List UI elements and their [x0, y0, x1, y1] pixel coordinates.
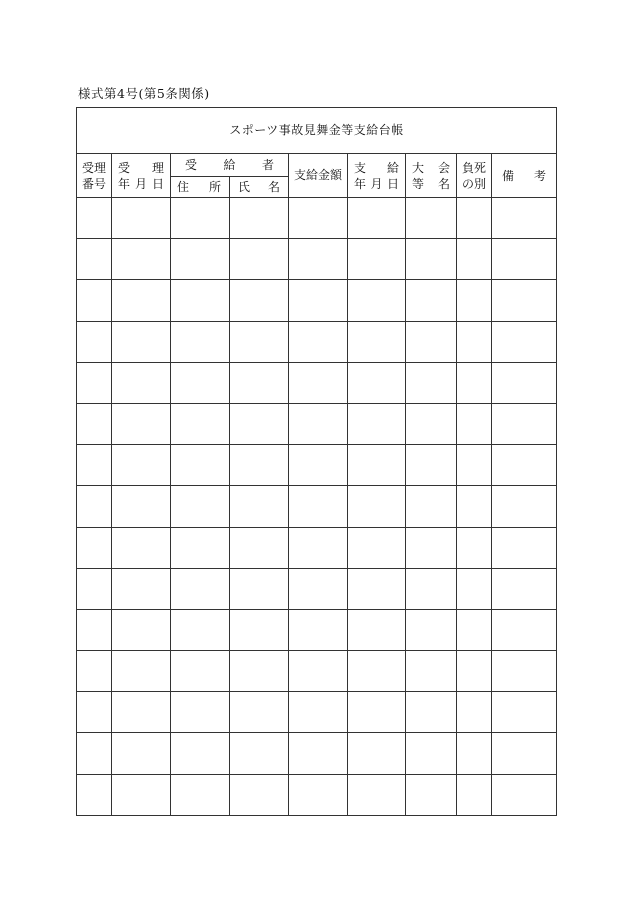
cell-event-name — [406, 568, 457, 609]
table-row — [77, 568, 557, 609]
cell-payment-amount — [289, 527, 348, 568]
cell-name — [230, 198, 289, 239]
cell-receipt-date — [112, 280, 171, 321]
cell-injury-death — [457, 239, 492, 280]
header-receipt-number — [77, 154, 112, 198]
cell-address — [171, 609, 230, 650]
cell-payment-amount — [289, 486, 348, 527]
cell-injury-death — [457, 198, 492, 239]
cell-injury-death — [457, 692, 492, 733]
cell-address — [171, 362, 230, 403]
cell-payment-date — [348, 280, 406, 321]
cell-name — [230, 692, 289, 733]
cell-payment-date — [348, 362, 406, 403]
cell-receipt-number — [77, 198, 112, 239]
table-row — [77, 733, 557, 774]
table-row — [77, 403, 557, 444]
cell-payment-amount — [289, 362, 348, 403]
header-remarks-char1: 備 — [502, 168, 515, 183]
cell-receipt-date — [112, 527, 171, 568]
cell-payment-amount — [289, 774, 348, 815]
cell-receipt-date — [112, 198, 171, 239]
cell-injury-death — [457, 445, 492, 486]
header-remarks-char2: 考 — [534, 168, 547, 183]
cell-event-name — [406, 280, 457, 321]
header-address-char1: 住 — [177, 180, 190, 194]
cell-name — [230, 239, 289, 280]
cell-name — [230, 362, 289, 403]
cell-receipt-date — [112, 568, 171, 609]
cell-injury-death — [457, 651, 492, 692]
cell-receipt-date — [112, 321, 171, 362]
cell-event-name — [406, 609, 457, 650]
cell-injury-death — [457, 609, 492, 650]
cell-payment-amount — [289, 445, 348, 486]
table-row — [77, 362, 557, 403]
cell-address — [171, 239, 230, 280]
header-payment-date — [348, 154, 406, 198]
cell-address — [171, 568, 230, 609]
cell-payment-date — [348, 403, 406, 444]
cell-name — [230, 774, 289, 815]
cell-injury-death — [457, 362, 492, 403]
header-event-name-char3: 等 — [412, 176, 425, 191]
cell-receipt-number — [77, 321, 112, 362]
cell-event-name — [406, 362, 457, 403]
cell-receipt-date — [112, 362, 171, 403]
cell-receipt-number — [77, 403, 112, 444]
cell-payment-amount — [289, 198, 348, 239]
cell-receipt-number — [77, 486, 112, 527]
cell-address — [171, 527, 230, 568]
header-remarks — [492, 154, 557, 198]
cell-remarks — [492, 239, 557, 280]
header-payment-amount: 支給金額 — [289, 154, 348, 198]
table-row — [77, 321, 557, 362]
cell-payment-amount — [289, 692, 348, 733]
header-receipt-number-line2: 番号 — [81, 176, 106, 191]
header-injury-death — [457, 154, 492, 198]
cell-name — [230, 403, 289, 444]
header-name — [230, 177, 289, 198]
cell-event-name — [406, 733, 457, 774]
cell-payment-date — [348, 733, 406, 774]
table-row — [77, 651, 557, 692]
cell-receipt-date — [112, 609, 171, 650]
cell-name — [230, 445, 289, 486]
cell-event-name — [406, 486, 457, 527]
cell-remarks — [492, 280, 557, 321]
cell-payment-date — [348, 527, 406, 568]
table-row — [77, 198, 557, 239]
cell-address — [171, 445, 230, 486]
cell-remarks — [492, 445, 557, 486]
cell-remarks — [492, 198, 557, 239]
cell-remarks — [492, 609, 557, 650]
cell-address — [171, 774, 230, 815]
cell-receipt-date — [112, 239, 171, 280]
table-row — [77, 486, 557, 527]
cell-payment-date — [348, 774, 406, 815]
cell-name — [230, 280, 289, 321]
cell-injury-death — [457, 486, 492, 527]
header-payment-date-char1: 支 — [354, 160, 367, 175]
cell-receipt-number — [77, 692, 112, 733]
cell-address — [171, 280, 230, 321]
table-row — [77, 280, 557, 321]
header-payment-date-month: 月 — [370, 176, 383, 191]
header-address — [171, 177, 230, 198]
cell-receipt-number — [77, 239, 112, 280]
cell-receipt-number — [77, 568, 112, 609]
cell-address — [171, 403, 230, 444]
cell-receipt-number — [77, 280, 112, 321]
cell-remarks — [492, 733, 557, 774]
cell-injury-death — [457, 527, 492, 568]
cell-remarks — [492, 321, 557, 362]
cell-injury-death — [457, 321, 492, 362]
cell-receipt-date — [112, 733, 171, 774]
cell-receipt-number — [77, 651, 112, 692]
cell-payment-amount — [289, 280, 348, 321]
cell-receipt-date — [112, 445, 171, 486]
header-name-char1: 氏 — [238, 180, 251, 194]
cell-name — [230, 609, 289, 650]
header-receipt-number-line1: 受理 — [81, 160, 106, 175]
cell-payment-date — [348, 321, 406, 362]
header-receipt-date-day: 日 — [151, 176, 164, 191]
table-row — [77, 692, 557, 733]
header-receipt-date-char1: 受 — [118, 160, 131, 175]
cell-remarks — [492, 403, 557, 444]
cell-injury-death — [457, 403, 492, 444]
cell-remarks — [492, 362, 557, 403]
cell-receipt-number — [77, 774, 112, 815]
cell-remarks — [492, 651, 557, 692]
header-recipient-char1: 受 — [185, 158, 198, 172]
cell-address — [171, 486, 230, 527]
ledger-title: スポーツ事故見舞金等支給台帳 — [77, 108, 557, 154]
cell-name — [230, 527, 289, 568]
header-receipt-date-char2: 理 — [151, 160, 164, 175]
header-address-char2: 所 — [208, 180, 221, 194]
cell-name — [230, 733, 289, 774]
header-event-name-char1: 大 — [412, 160, 425, 175]
cell-payment-amount — [289, 403, 348, 444]
cell-payment-amount — [289, 733, 348, 774]
table-row — [77, 527, 557, 568]
header-receipt-date-year: 年 — [118, 176, 131, 191]
cell-payment-date — [348, 609, 406, 650]
cell-event-name — [406, 651, 457, 692]
header-event-name-char2: 会 — [437, 160, 450, 175]
cell-address — [171, 321, 230, 362]
cell-payment-date — [348, 486, 406, 527]
header-injury-death-line2: の別 — [461, 176, 486, 191]
cell-receipt-number — [77, 527, 112, 568]
cell-event-name — [406, 527, 457, 568]
cell-event-name — [406, 321, 457, 362]
cell-payment-date — [348, 198, 406, 239]
cell-name — [230, 651, 289, 692]
cell-receipt-number — [77, 733, 112, 774]
header-event-name — [406, 154, 457, 198]
header-receipt-date — [112, 154, 171, 198]
cell-event-name — [406, 198, 457, 239]
cell-payment-amount — [289, 651, 348, 692]
cell-receipt-date — [112, 774, 171, 815]
cell-remarks — [492, 568, 557, 609]
cell-remarks — [492, 486, 557, 527]
cell-event-name — [406, 774, 457, 815]
cell-injury-death — [457, 568, 492, 609]
cell-remarks — [492, 774, 557, 815]
cell-payment-date — [348, 445, 406, 486]
payment-ledger-table — [76, 107, 557, 816]
cell-receipt-number — [77, 362, 112, 403]
cell-payment-date — [348, 651, 406, 692]
header-recipient — [171, 154, 289, 177]
cell-payment-date — [348, 692, 406, 733]
cell-receipt-number — [77, 445, 112, 486]
cell-address — [171, 733, 230, 774]
cell-remarks — [492, 527, 557, 568]
table-row — [77, 774, 557, 815]
cell-injury-death — [457, 280, 492, 321]
cell-address — [171, 692, 230, 733]
cell-payment-date — [348, 568, 406, 609]
cell-address — [171, 651, 230, 692]
cell-payment-amount — [289, 568, 348, 609]
cell-name — [230, 568, 289, 609]
cell-receipt-number — [77, 609, 112, 650]
header-payment-date-char2: 給 — [386, 160, 399, 175]
form-label: 様式第4号(第5条関係) — [78, 86, 210, 101]
header-payment-date-day: 日 — [386, 176, 399, 191]
cell-payment-amount — [289, 239, 348, 280]
header-injury-death-line1: 負死 — [461, 160, 486, 175]
cell-remarks — [492, 692, 557, 733]
cell-event-name — [406, 403, 457, 444]
cell-payment-date — [348, 239, 406, 280]
table-row — [77, 445, 557, 486]
cell-event-name — [406, 239, 457, 280]
header-receipt-date-month: 月 — [134, 176, 147, 191]
cell-payment-amount — [289, 609, 348, 650]
cell-receipt-date — [112, 651, 171, 692]
cell-name — [230, 321, 289, 362]
table-row — [77, 239, 557, 280]
header-payment-date-year: 年 — [354, 176, 367, 191]
cell-receipt-date — [112, 403, 171, 444]
cell-name — [230, 486, 289, 527]
cell-receipt-date — [112, 692, 171, 733]
cell-address — [171, 198, 230, 239]
table-row — [77, 609, 557, 650]
header-recipient-char2: 給 — [223, 158, 236, 172]
header-name-char2: 名 — [267, 180, 280, 194]
cell-receipt-date — [112, 486, 171, 527]
cell-injury-death — [457, 733, 492, 774]
cell-event-name — [406, 692, 457, 733]
cell-payment-amount — [289, 321, 348, 362]
cell-injury-death — [457, 774, 492, 815]
cell-event-name — [406, 445, 457, 486]
header-recipient-char3: 者 — [261, 158, 274, 172]
header-event-name-char4: 名 — [437, 176, 450, 191]
